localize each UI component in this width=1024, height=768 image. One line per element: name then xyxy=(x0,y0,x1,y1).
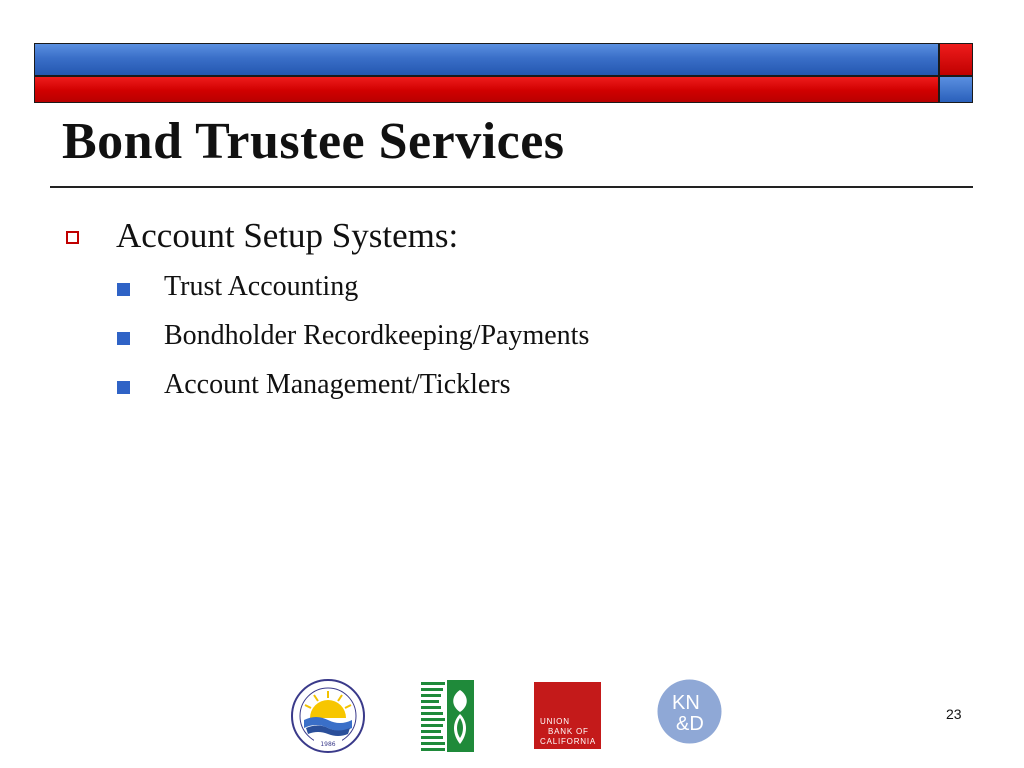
svg-text:BANK OF: BANK OF xyxy=(548,727,589,736)
header-square-red xyxy=(939,43,973,76)
city-seal-icon xyxy=(290,678,366,754)
green-leaf-icon xyxy=(421,680,474,752)
svg-text:KN: KN xyxy=(672,692,700,714)
bullet-level2-text: Account Management/Ticklers xyxy=(164,369,511,400)
hollow-square-bullet-icon xyxy=(66,231,79,244)
svg-text:1986: 1986 xyxy=(320,741,336,748)
square-bullet-icon xyxy=(117,283,130,296)
green-leaf-logo xyxy=(421,680,474,752)
svg-text:UNION: UNION xyxy=(540,717,570,726)
city-seal-logo xyxy=(290,678,366,754)
square-bullet-icon xyxy=(117,381,130,394)
knd-logo-icon xyxy=(656,678,723,745)
bullet-level2-text: Bondholder Recordkeeping/Payments xyxy=(164,320,590,351)
bullet-level2-text: Trust Accounting xyxy=(164,271,359,302)
svg-text:&D: &D xyxy=(676,713,704,735)
svg-text:CALIFORNIA: CALIFORNIA xyxy=(540,737,597,746)
bullet-level1-text: Account Setup Systems: xyxy=(116,216,459,255)
square-bullet-icon xyxy=(117,332,130,345)
title-divider xyxy=(50,186,973,188)
knd-logo xyxy=(656,678,723,745)
header-bar-blue xyxy=(34,43,939,76)
union-bank-logo-icon xyxy=(534,682,601,749)
union-bank-logo xyxy=(534,682,601,749)
slide-title: Bond Trustee Services xyxy=(62,113,565,170)
header-bar-red xyxy=(34,76,939,103)
page-number: 23 xyxy=(946,706,962,722)
header-square-blue xyxy=(939,76,973,103)
